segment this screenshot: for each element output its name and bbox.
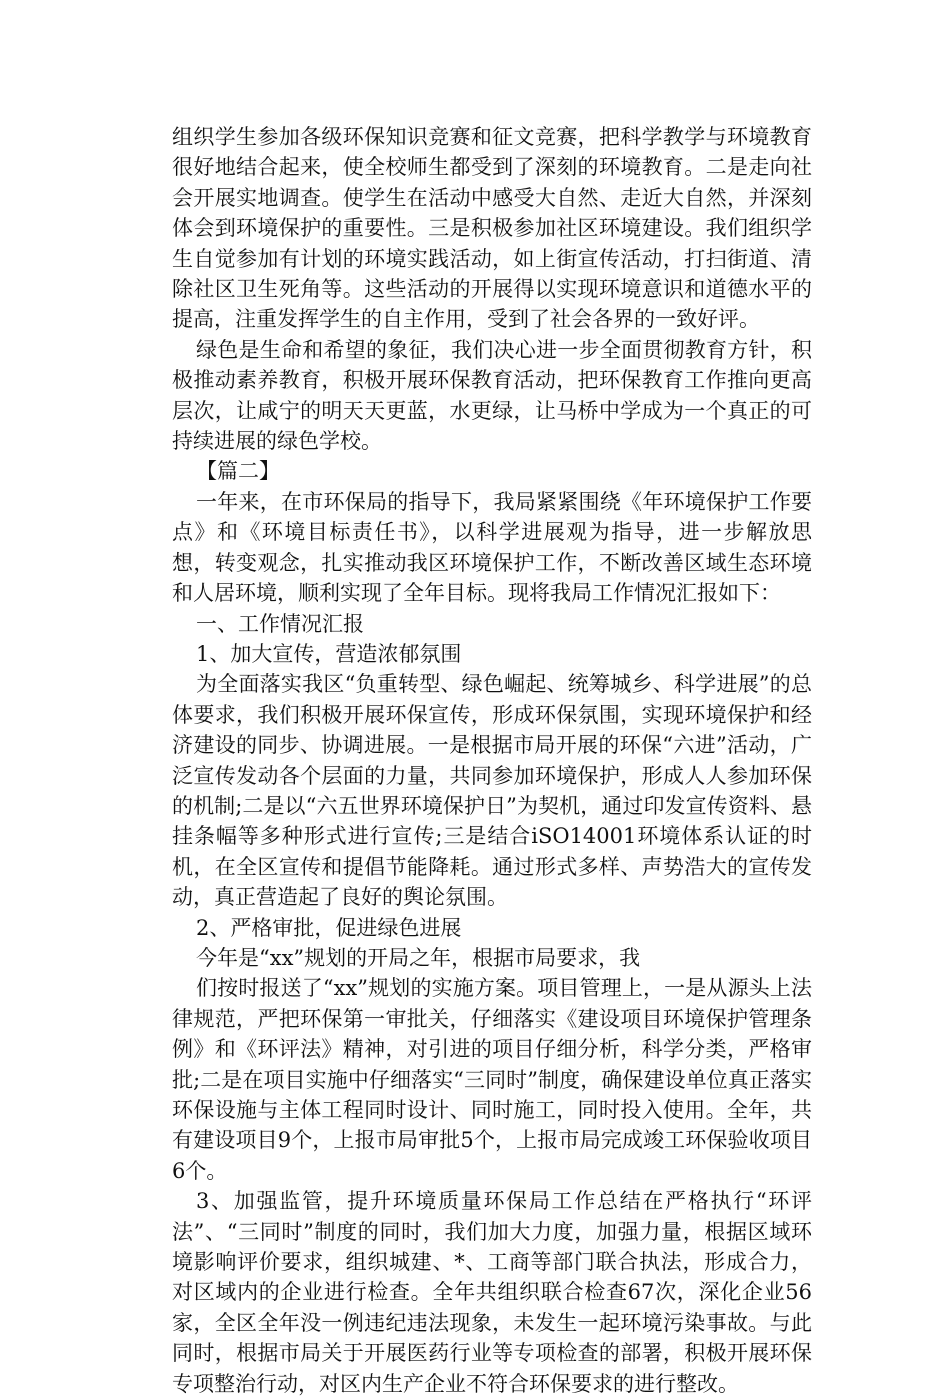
subheading-approval: 2、严格审批，促进绿色进展 xyxy=(196,915,462,940)
body-paragraph-intro: 一年来，在市环保局的指导下，我局紧紧围绕《年环境保护工作要点》和《环境目标责任书》，以科学进展观为指导，进一步解放思想，转变观念，扎实推动我区环境保护工作，不断改善区域生态环境和人居环境，顺利实现了全年目标。现将我局工作情况汇报如下： xyxy=(172,489,812,606)
body-paragraph-1: 组织学生参加各级环保知识竞赛和征文竞赛，把科学教学与环境教育很好地结合起来，使全校师生都受到了深刻的环境教育。二是走向社会开展实地调查。使学生在活动中感受大自然、走近大自然，并深刻体会到环境保护的重要性。三是积极参加社区环境建设。我们组织学生自觉参加有计划的环境实践活动，如上街宣传活动，打扫街道、清除社区卫生死角等。这些活动的开展得以实现环境意识和道德水平的提高，注重发挥学生的自主作用，受到了社会各界的一致好评。 xyxy=(172,125,812,332)
body-paragraph-supervision: 3、加强监管，提升环境质量环保局工作总结在严格执行“环评法”、“三同时”制度的同时，我们加大力度，加强力量，根据区域环境影响评价要求，组织城建、*、工商等部门联合执法，形成合力，对区域内的企业进行检查。全年共组织联合检查67次，深化企业56家，全区全年没一例违纪违法现象，未发生一起环境污染事故。与此同时，根据市局关于开展医药行业等专项检查的部署，积极开展环保专项整治行动，对区内生产企业不符合环保要求的进行整改。 xyxy=(172,1189,812,1396)
body-paragraph-approval-detail: 们按时报送了“xx”规划的实施方案。项目管理上，一是从源头上法律规范，严把环保第一审批关，仔细落实《建设项目环境保护管理条例》和《环评法》精神，对引进的项目仔细分析，科学分类，严格审批;二是在项目实施中仔细落实“三同时”制度，确保建设单位真正落实环保设施与主体工程同时设计、同时施工，同时投入使用。全年，共有建设项目9个，上报市局审批5个，上报市局完成竣工环保验收项目6个。 xyxy=(172,976,812,1183)
section-heading-part-two: 【篇二】 xyxy=(196,459,280,484)
section-heading-work-report: 一、工作情况汇报 xyxy=(196,611,364,636)
subheading-publicity: 1、加大宣传，营造浓郁氛围 xyxy=(196,641,462,666)
body-paragraph-publicity: 为全面落实我区“负重转型、绿色崛起、统筹城乡、科学进展”的总体要求，我们积极开展环保宣传，形成环保氛围，实现环境保护和经济建设的同步、协调进展。一是根据市局开展的环保“六进”活动，广泛宣传发动各个层面的力量，共同参加环境保护，形成人人参加环保的机制;二是以“六五世界环境保护日”为契机，通过印发宣传资料、悬挂条幅等多种形式进行宣传;三是结合iSO14001环境体系认证的时机，在全区宣传和提倡节能降耗。通过形式多样、声势浩大的宣传发动，真正营造起了良好的舆论氛围。 xyxy=(172,672,812,910)
document-page xyxy=(172,122,812,1399)
body-paragraph-2: 绿色是生命和希望的象征，我们决心进一步全面贯彻教育方针，积极推动素养教育，积极开展环保教育活动，把环保教育工作推向更高层次，让咸宁的明天天更蓝，水更绿，让马桥中学成为一个真正的可持续进展的绿色学校。 xyxy=(172,337,812,454)
body-paragraph-approval-start: 今年是“xx”规划的开局之年，根据市局要求，我 xyxy=(196,945,641,970)
